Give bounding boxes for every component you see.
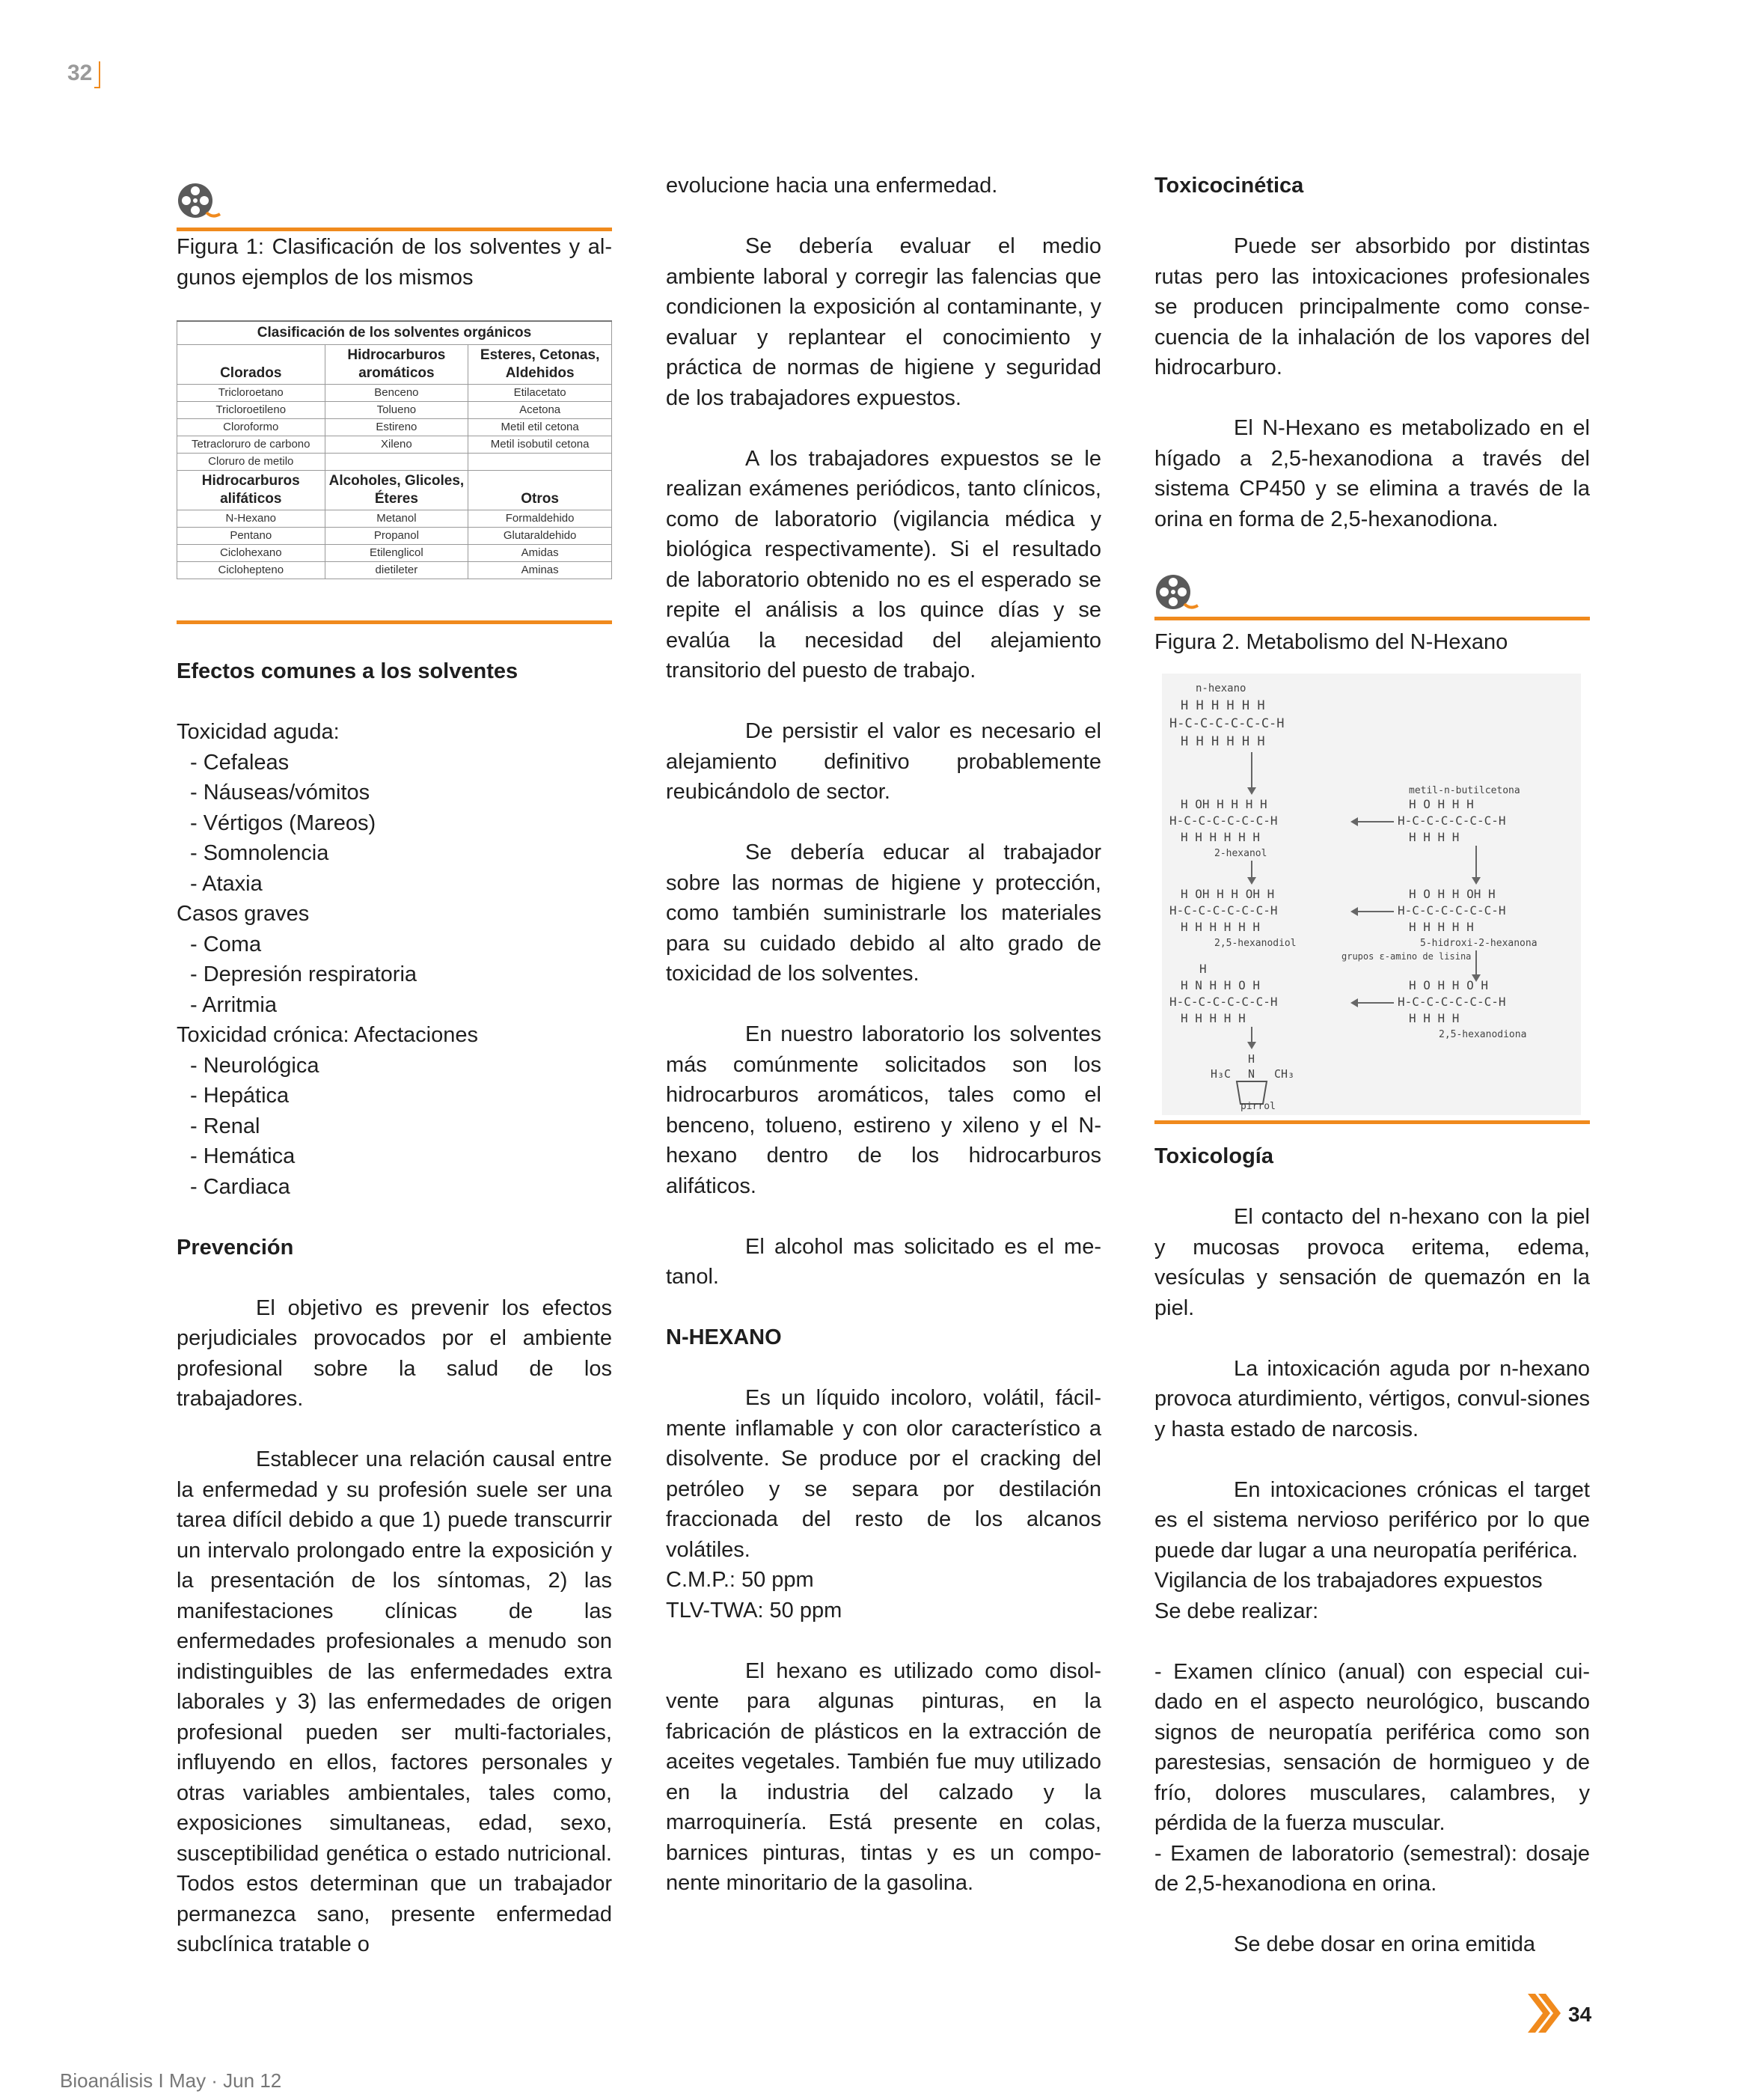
table-cell — [325, 454, 468, 471]
paragraph: La intoxicación aguda por n-hexano provoca aturdimiento, vértigos, convul-siones y hasta estado de narcosis. — [1154, 1356, 1590, 1441]
table-cell: Estireno — [325, 419, 468, 436]
paragraph: - Examen de laboratorio (semestral): dosaje de 2,5-hexanodiona en orina. — [1154, 1841, 1590, 1896]
nhexane-metabolism-diagram — [1162, 674, 1581, 1115]
paragraph: evolucione hacia una enfermedad. — [666, 174, 998, 198]
svg-text:H-C-C-C-C-C-C-H: H-C-C-C-C-C-C-H — [1169, 903, 1278, 918]
diagram-label: H₃C — [1211, 1067, 1232, 1081]
diagram-label: pirrol — [1240, 1101, 1276, 1112]
figure2-top-rule — [1154, 617, 1590, 620]
svg-text:H H H H H H: H H H H H H — [1181, 734, 1265, 749]
list-item: - Cefaleas — [190, 750, 290, 775]
section-heading-toxicokinetics: Toxicocinética — [1154, 174, 1304, 198]
paragraph: Se debería evaluar el medio ambiente laboral y corregir las falencias que condicionen la exposición al contaminante, y evaluar y replantear el conocimiento y práctica de normas de higiene y seguridad de los trabajadores expuestos. — [666, 234, 1101, 410]
list-item: - Coma — [190, 932, 262, 956]
table-cell: N-Hexano — [177, 510, 325, 528]
table-header-cell: Esteres, Cetonas, Aldehidos — [468, 345, 612, 385]
list-item: - Arritmia — [190, 992, 277, 1017]
cmp-value: C.M.P.: 50 ppm — [666, 1568, 814, 1592]
diagram-label: 2,5-hexanodiol — [1214, 938, 1297, 949]
diagram-label: N — [1248, 1067, 1255, 1081]
paragraph: El contacto del n-hexano con la piel y mucosas provoca eritema, edema, vesículas y sensación de quemazón en la piel. — [1154, 1205, 1590, 1320]
paragraph: Se debe dosar en orina emitida — [1234, 1932, 1536, 1956]
next-page-arrow-icon — [1526, 1992, 1562, 2034]
figure2-bottom-rule — [1154, 1120, 1590, 1124]
table-cell: Acetona — [468, 402, 612, 419]
list-item: - Somnolencia — [190, 841, 329, 865]
table-cell: Etilacetato — [468, 385, 612, 402]
table-cell: Xileno — [325, 436, 468, 454]
effects-section — [177, 656, 612, 1960]
list-item: Toxicidad aguda: — [177, 720, 340, 744]
svg-text:H-C-C-C-C-C-C-H: H-C-C-C-C-C-C-H — [1398, 814, 1506, 828]
section-heading-prevention: Prevención — [177, 1235, 294, 1260]
svg-text:H O H H O H: H O H H O H — [1409, 978, 1488, 992]
svg-text:H O H H H: H O H H H — [1409, 797, 1474, 811]
svg-text:H H H H H H: H H H H H H — [1181, 698, 1265, 713]
list-item: - Hepática — [190, 1084, 290, 1108]
svg-text:H OH H H H H: H OH H H H H — [1181, 797, 1267, 811]
paragraph: El alcohol mas solicitado es el me-tanol. — [666, 1234, 1101, 1289]
svg-text:H N H H O H: H N H H O H — [1181, 978, 1260, 992]
paragraph: En nuestro laboratorio los solventes más comúnmente solicitados son los hidrocarburos aromáticos, tales como el benceno, tolueno, estireno y xileno y el N-hexano dentro de los hidrocarburos alifáticos. — [666, 1022, 1101, 1198]
table-cell: dietileter — [325, 562, 468, 579]
paragraph: Establecer una relación causal entre la enfermedad y su profesión suele ser una tarea difícil debido a que 1) puede transcurrir un intervalo prolongado entre la exposición y la presentación de los síntomas, 2) las manifestaciones clínicas de las enfermedades profesionales a menudo son indistinguibles de las enfermedades extra laborales y 3) las enfermedades de origen profesional pueden ser multi-factoriales, influyendo en ellos, factores personales y otras variables ambientales, tales como, exposiciones simultaneas, edad, sexo, susceptibilidad genética o estado nutricional. Todos estos determinan que un trabajador permanezca sano, presente enfermedad subclínica tratable o — [177, 1447, 612, 1956]
list-item: - Neurológica — [190, 1053, 319, 1078]
section-heading-toxicology: Toxicología — [1154, 1144, 1273, 1168]
list-item: - Náuseas/vómitos — [190, 781, 370, 805]
list-item: - Depresión respiratoria — [190, 962, 417, 986]
section-heading-effects: Efectos comunes a los solventes — [177, 659, 518, 683]
right-column-bottom — [1154, 1141, 1590, 1960]
paragraph: El objetivo es prevenir los efectos perjudiciales provocados por el ambiente profesional sobre la salud de los trabajadores. — [177, 1295, 612, 1411]
diagram-label: CH₃ — [1274, 1067, 1295, 1081]
list-item: - Ataxia — [190, 871, 263, 896]
solvent-classification-table — [177, 320, 612, 579]
section-heading-nhexano: N-HEXANO — [666, 1325, 782, 1349]
svg-text:H H H H H H: H H H H H H — [1181, 920, 1260, 934]
film-reel-icon — [177, 181, 221, 223]
svg-text:H-C-C-C-C-C-C-H: H-C-C-C-C-C-C-H — [1398, 903, 1506, 918]
figure1-caption-line: Figura 1: Clasificación de los solventes y al- — [177, 235, 612, 259]
table-cell: Glutaraldehido — [468, 528, 612, 545]
table-header-cell: Clorados — [177, 345, 325, 385]
table-cell: Etilenglicol — [325, 545, 468, 562]
table-cell: Ciclohexano — [177, 545, 325, 562]
table-header-cell: Otros — [468, 471, 612, 510]
diagram-label: 2-hexanol — [1214, 848, 1267, 859]
table-cell — [468, 454, 612, 471]
diagram-label: 5-hidroxi-2-hexanona — [1420, 938, 1538, 949]
diagram-label: H — [1248, 1052, 1255, 1066]
paragraph: Se debería educar al trabajador sobre las normas de higiene y protección, como también suministrarle los materiales para su cuidado debido al alto grado de toxicidad de los solventes. — [666, 840, 1101, 986]
svg-text:H OH H H OH H: H OH H H OH H — [1181, 887, 1275, 901]
table-cell: Amidas — [468, 545, 612, 562]
svg-text:H H H H H: H H H H H — [1181, 1011, 1246, 1025]
svg-text:H H H H H H: H H H H H H — [1181, 830, 1260, 844]
paragraph: Se debe realizar: — [1154, 1599, 1319, 1623]
table-title: Clasificación de los solventes orgánicos — [177, 321, 612, 345]
table-cell: Cloroformo — [177, 419, 325, 436]
list-item: Toxicidad crónica: Afectaciones — [177, 1023, 478, 1047]
tlv-value: TLV-TWA: 50 ppm — [666, 1598, 842, 1623]
list-item: - Vértigos (Mareos) — [190, 811, 376, 835]
list-item: - Renal — [190, 1114, 260, 1138]
svg-text:H H H H H: H H H H H — [1409, 920, 1474, 934]
journal-footer: Bioanálisis I May · Jun 12 — [60, 2069, 282, 2092]
table-cell: Pentano — [177, 528, 325, 545]
svg-text:H: H — [1199, 962, 1207, 976]
table-cell: Aminas — [468, 562, 612, 579]
page-number-right: 34 — [1568, 2003, 1592, 2026]
svg-text:H-C-C-C-C-C-C-H: H-C-C-C-C-C-C-H — [1169, 716, 1285, 731]
table-cell: Tricloroetileno — [177, 402, 325, 419]
paragraph: - Examen clínico (anual) con especial cui-dado en el aspecto neurológico, buscando signos de neuropatía periférica como son parestesias, sensación de hormigueo y de frío, dolores musculares, calambres, y pérdida de la fuerza muscular. — [1154, 1659, 1590, 1835]
svg-text:H-C-C-C-C-C-C-H: H-C-C-C-C-C-C-H — [1169, 995, 1278, 1009]
table-header-cell: Alcoholes, Glicoles, Éteres — [325, 471, 468, 510]
svg-text:H H H H: H H H H — [1409, 830, 1460, 844]
list-item: - Hemática — [190, 1144, 296, 1168]
table-cell: Propanol — [325, 528, 468, 545]
svg-text:H H H H: H H H H — [1409, 1011, 1460, 1025]
svg-text:H-C-C-C-C-C-C-H: H-C-C-C-C-C-C-H — [1169, 814, 1278, 828]
diagram-label: grupos ε-amino de lisina — [1341, 951, 1472, 962]
table-header-cell: Hidrocarburos alifáticos — [177, 471, 325, 510]
table-cell: Metil etil cetona — [468, 419, 612, 436]
table-cell: Cloruro de metilo — [177, 454, 325, 471]
paragraph: El N-Hexano es metabolizado en el hígado a 2,5-hexanodiona a través del sistema CP450 y se elimina a través de la orina en forma de 2,5-hexanodiona. — [1154, 416, 1590, 531]
right-column-top — [1154, 171, 1590, 534]
page-number-bracket — [94, 61, 100, 88]
svg-text:H-C-C-C-C-C-C-H: H-C-C-C-C-C-C-H — [1398, 995, 1506, 1009]
paragraph: A los trabajadores expuestos se le realizan exámenes periódicos, tanto clínicos, como de laboratorio (vigilancia médica y biológica respectivamente). Si el resultado de laboratorio obtenido no es el esperado se repite el análisis a los quince días y se evalúa la necesidad del alejamiento transitorio del puesto de trabajo. — [666, 446, 1101, 683]
figure2-caption: Figura 2. Metabolismo del N-Hexano — [1154, 630, 1508, 654]
paragraph: Es un líquido incoloro, volátil, fácil-mente inflamable y con olor característico a disolvente. Se produce por el cracking del petróleo y se separa por destilación fraccionada del resto de los alcanos volátiles. — [666, 1386, 1101, 1562]
table-cell: Ciclohepteno — [177, 562, 325, 579]
paragraph: Vigilancia de los trabajadores expuestos — [1154, 1569, 1543, 1593]
table-header-cell: Hidrocarburos aromáticos — [325, 345, 468, 385]
svg-text:H O H H OH H: H O H H OH H — [1409, 887, 1496, 901]
table-cell: Tolueno — [325, 402, 468, 419]
table-cell: Tricloroetano — [177, 385, 325, 402]
diagram-label: n-hexano — [1196, 683, 1246, 695]
table-cell: Metanol — [325, 510, 468, 528]
figure1-bottom-rule — [177, 620, 612, 624]
paragraph: El hexano es utilizado como disol-vente para algunas pinturas, en la fabricación de plásticos en la extracción de aceites vegetales. También fue muy utilizado en la industria del calzado y la marroquinería. Está presente en colas, barnices pinturas, tintas y es un compo-nente minoritario de la gasolina. — [666, 1658, 1101, 1895]
paragraph: De persistir el valor es necesario el alejamiento definitivo probablemente reubicándolo de sector. — [666, 719, 1101, 804]
diagram-label: 2,5-hexanodiona — [1439, 1029, 1527, 1040]
table-cell: Benceno — [325, 385, 468, 402]
list-item: - Cardiaca — [190, 1174, 290, 1199]
table-cell: Metil isobutil cetona — [468, 436, 612, 454]
table-cell: Formaldehido — [468, 510, 612, 528]
diagram-label: metil-n-butilcetona — [1409, 785, 1520, 796]
middle-column — [666, 171, 1101, 1899]
paragraph: En intoxicaciones crónicas el target es el sistema nervioso periférico por lo que puede dar lugar a una neuropatía periférica. — [1154, 1477, 1590, 1563]
figure1-caption — [177, 232, 612, 293]
figure1-caption-line: gunos ejemplos de los mismos — [177, 265, 474, 290]
page-number-left: 32 — [67, 61, 93, 85]
paragraph: Puede ser absorbido por distintas rutas pero las intoxicaciones profesionales se producen principalmente como conse-cuencia de la inhalación de los vapores del hidrocarburo. — [1154, 234, 1590, 379]
film-reel-icon — [1154, 573, 1199, 614]
figure1-top-rule — [177, 228, 612, 231]
table-cell: Tetracloruro de carbono — [177, 436, 325, 454]
list-item: Casos graves — [177, 902, 310, 926]
effects-list — [177, 717, 612, 1202]
